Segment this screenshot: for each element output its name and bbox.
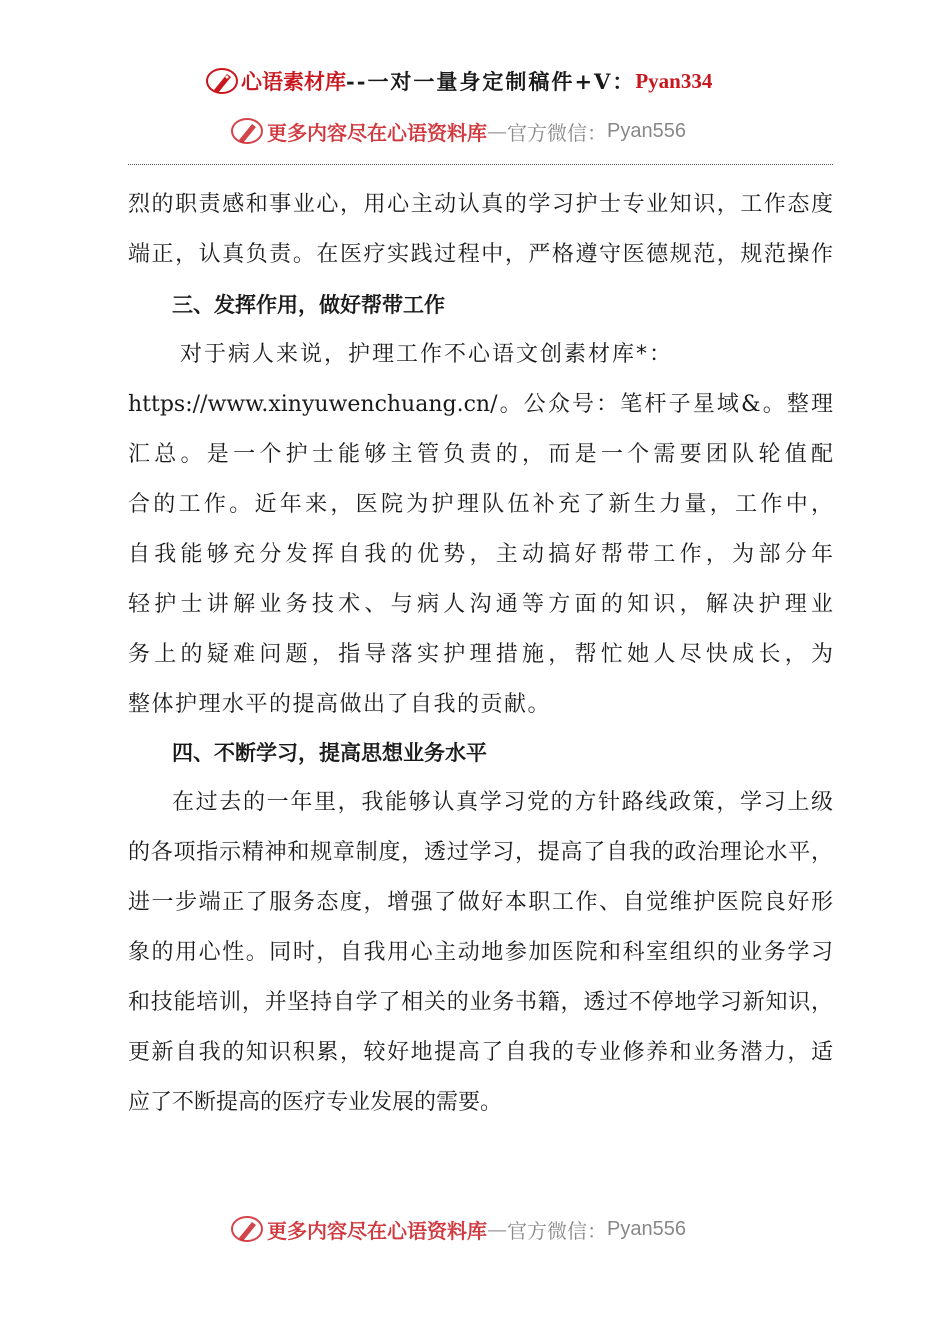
header-subline (229, 114, 686, 148)
paragraph-line: 应了不断提高的医疗专业发展的需要。 (128, 1090, 503, 1115)
paragraph-line: 对于病人来说，护理工作不心语文创素材库*： (180, 342, 674, 367)
header-divider (128, 164, 833, 165)
header-dashes: -- (346, 68, 368, 94)
section-heading-4: 四、不断学习，提高思想业务水平 (172, 740, 487, 765)
footer-id: Pyan556 (607, 1217, 686, 1240)
paragraph-line: 烈的职责感和事业心，用心主动认真的学习护士专业知识，工作态度 (128, 192, 833, 217)
paragraph-line: 象的用心性。同时，自我用心主动地参加医院和科室组织的业务学习 (128, 940, 833, 965)
header-contact-prefix: +V： (574, 69, 636, 94)
footer-separator: — (487, 1217, 507, 1241)
footer-watermark (229, 1212, 686, 1246)
header-banner (205, 64, 712, 98)
paragraph-line: 更新自我的知识积累，较好地提高了自我的专业修养和业务潜力，适 (128, 1040, 833, 1065)
header-contact-id: Pyan334 (635, 68, 713, 93)
pen-nib-logo-icon (229, 1213, 265, 1245)
paragraph-line: 进一步端正了服务态度，增强了做好本职工作、自觉维护医院良好形 (128, 890, 833, 915)
paragraph-line: 和技能培训，并坚持自学了相关的业务书籍，透过不停地学习新知识， (128, 990, 833, 1015)
header-sub-wechat: 官方微信： (507, 120, 607, 145)
header-tagline: 一对一量身定制稿件 (367, 69, 575, 94)
section-heading-3: 三、发挥作用，做好帮带工作 (172, 292, 445, 317)
footer-wechat: 官方微信： (507, 1218, 607, 1243)
paragraph-line: 汇总。是一个护士能够主管负责的，而是一个需要团队轮值配 (128, 442, 833, 467)
paragraph-line-url: https://www.xinyuwenchuang.cn/。公众号：笔杆子星域&。整理 (128, 392, 833, 417)
header-sub-separator: — (487, 119, 507, 143)
pen-nib-logo-icon (205, 66, 239, 96)
pen-nib-logo-icon (229, 115, 265, 147)
footer-text: 更多内容尽在心语资料库 (267, 1218, 487, 1243)
header-sub-id: Pyan556 (607, 119, 686, 142)
paragraph-line: 端正，认真负责。在医疗实践过程中，严格遵守医德规范，规范操作 (128, 242, 833, 267)
paragraph-line: 的各项指示精神和规章制度，透过学习，提高了自我的政治理论水平， (128, 840, 833, 865)
paragraph-line: 自我能够充分发挥自我的优势，主动搞好帮带工作，为部分年 (128, 542, 833, 567)
paragraph-line: 务上的疑难问题，指导落实护理措施，帮忙她人尽快成长，为 (128, 642, 833, 667)
paragraph-line: 轻护士讲解业务技术、与病人沟通等方面的知识，解决护理业 (128, 592, 833, 617)
paragraph-line: 在过去的一年里，我能够认真学习党的方针路线政策，学习上级 (172, 790, 833, 815)
brand-name: 心语素材库 (241, 69, 346, 94)
paragraph-line: 合的工作。近年来，医院为护理队伍补充了新生力量，工作中， (128, 492, 833, 517)
header-sub-text: 更多内容尽在心语资料库 (267, 120, 487, 145)
paragraph-line: 整体护理水平的提高做出了自我的贡献。 (128, 692, 552, 717)
